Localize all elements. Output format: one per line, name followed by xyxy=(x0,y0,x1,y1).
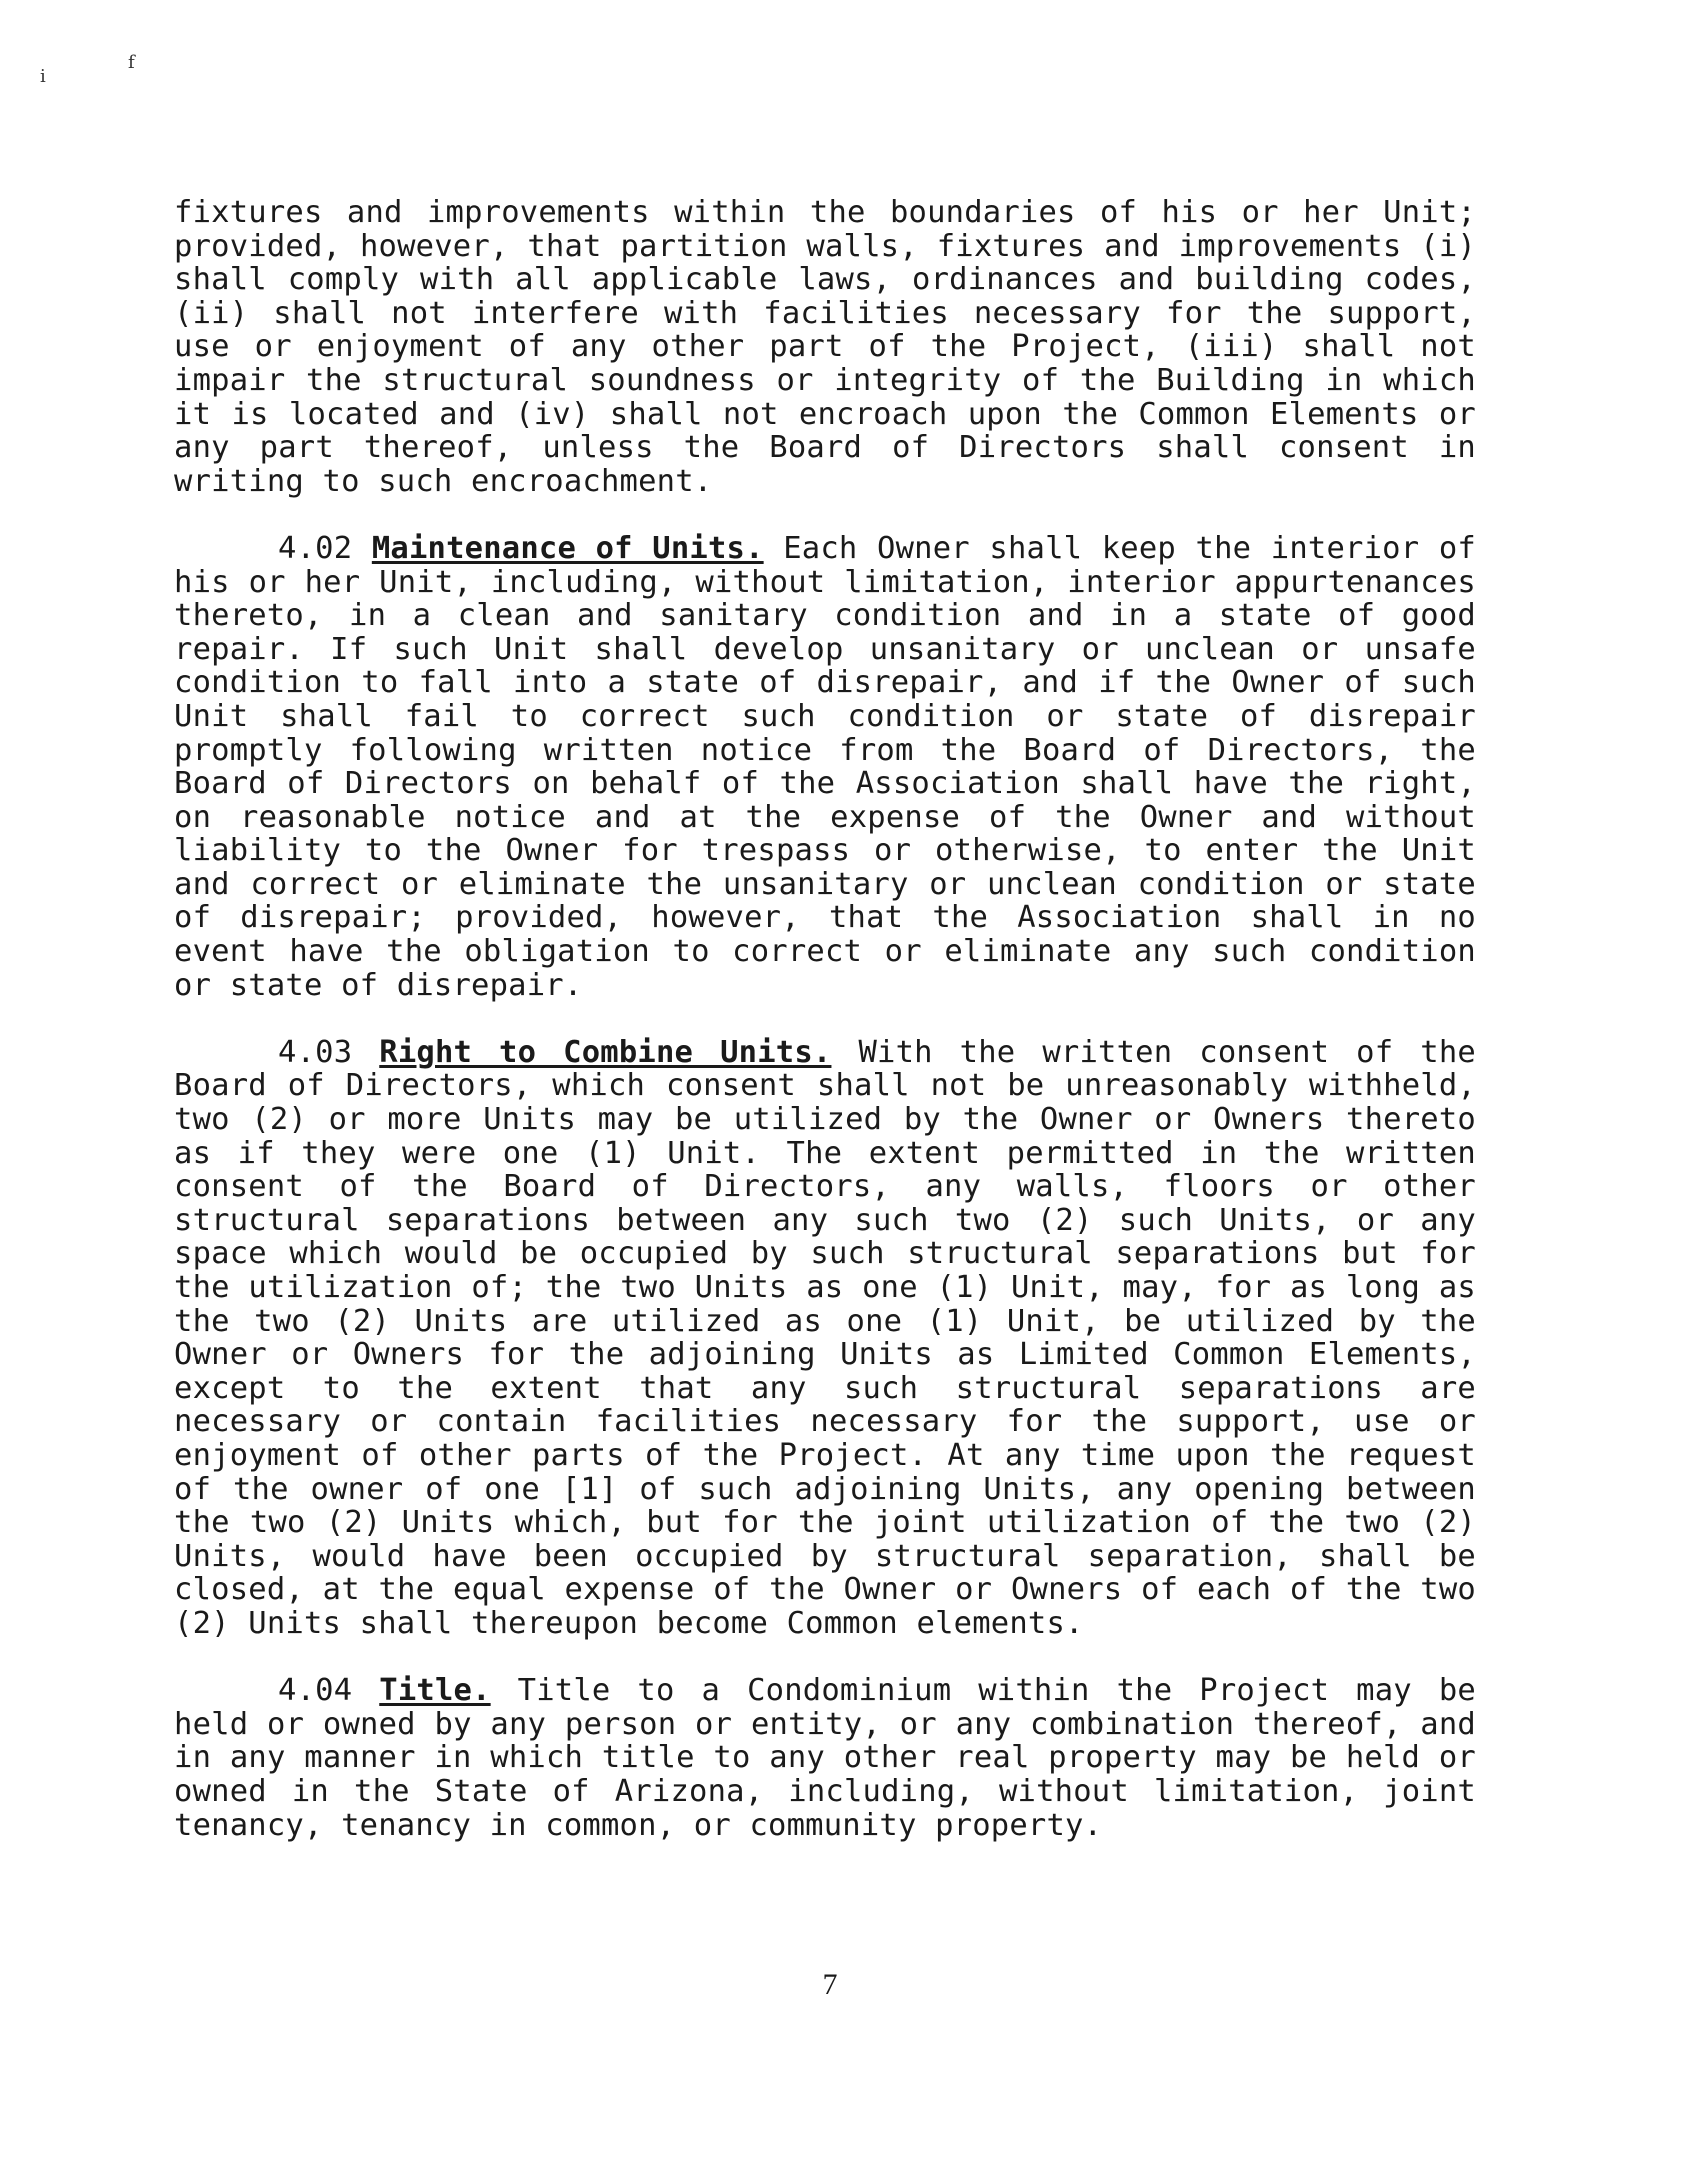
paragraph-continuation xyxy=(174,196,1476,498)
margin-mark: f xyxy=(128,52,135,73)
section-heading: Maintenance of Units. xyxy=(371,530,764,566)
paragraph-text: fixtures and improvements within the boundaries of his or her Unit; provided, however, that partition walls, fixtures and improvements (i) shall comply with all applicable laws, ordinances and building codes, (ii) shall not interfere with facilities necessary for the support, use or enjoyment of any other part of the Project, (iii) shall not impair the structural soundness or integrity of the Building in which it is located and (iv) shall not encroach upon the Common Elements or any part thereof, unless the Board of Directors shall consent in writing to such encroachment. xyxy=(174,195,1476,499)
section-4-02 xyxy=(174,532,1476,1002)
section-number: 4.03 xyxy=(278,1034,353,1070)
paragraph-text: Each Owner shall keep the interior of his or her Unit, including, without limitation, interior appurtenances thereto, in a clean and sanitary condition and in a state of good repair. If such Unit shall develop unsanitary or unclean or unsafe condition to fall into a state of disrepair, and if the Owner of such Unit shall fail to correct such condition or state of disrepair promptly following written notice from the Board of Directors, the Board of Directors on behalf of the Association shall have the right, on reasonable notice and at the expense of the Owner and without liability to the Owner for trespass or otherwise, to enter the Unit and correct or eliminate the unsanitary or unclean condition or state of disrepair; provided, however, that the Association shall in no event have the obligation to correct or eliminate any such condition or state of disrepair. xyxy=(174,530,1476,1003)
document-body xyxy=(174,196,1476,1876)
section-heading: Right to Combine Units. xyxy=(379,1034,832,1070)
paragraph-text: Title to a Condominium within the Project may be held or owned by any person or entity, or any combination thereof, and in any manner in which title to any other real property may be held or owned in the State of Arizona, including, without limitation, joint tenancy, tenancy in common, or community property. xyxy=(174,1673,1476,1843)
margin-mark: i xyxy=(40,66,46,87)
section-number: 4.04 xyxy=(278,1673,353,1709)
section-4-04 xyxy=(174,1674,1476,1842)
section-4-03 xyxy=(174,1036,1476,1641)
section-number: 4.02 xyxy=(278,530,353,566)
paragraph-text: With the written consent of the Board of Directors, which consent shall not be unreasonably withheld, two (2) or more Units may be utilized by the Owner or Owners thereto as if they were one (1) Unit. The extent permitted in the written consent of the Board of Directors, any walls, floors or other structural separations between any such two (2) such Units, or any space which would be occupied by such structural separations but for the utilization of; the two Units as one (1) Unit, may, for as long as the two (2) Units are utilized as one (1) Unit, be utilized by the Owner or Owners for the adjoining Units as Limited Common Elements, except to the extent that any such structural separations are necessary or contain facilities necessary for the support, use or enjoyment of other parts of the Project. At any time upon the request of the owner of one [1] of such adjoining Units, any opening between the two (2) Units which, but for the joint utilization of the two (2) Units, would have been occupied by structural separation, shall be closed, at the equal expense of the Owner or Owners of each of the two (2) Units shall thereupon become Common elements. xyxy=(174,1034,1476,1641)
section-heading: Title. xyxy=(379,1673,491,1709)
page-number: 7 xyxy=(822,1968,838,2001)
